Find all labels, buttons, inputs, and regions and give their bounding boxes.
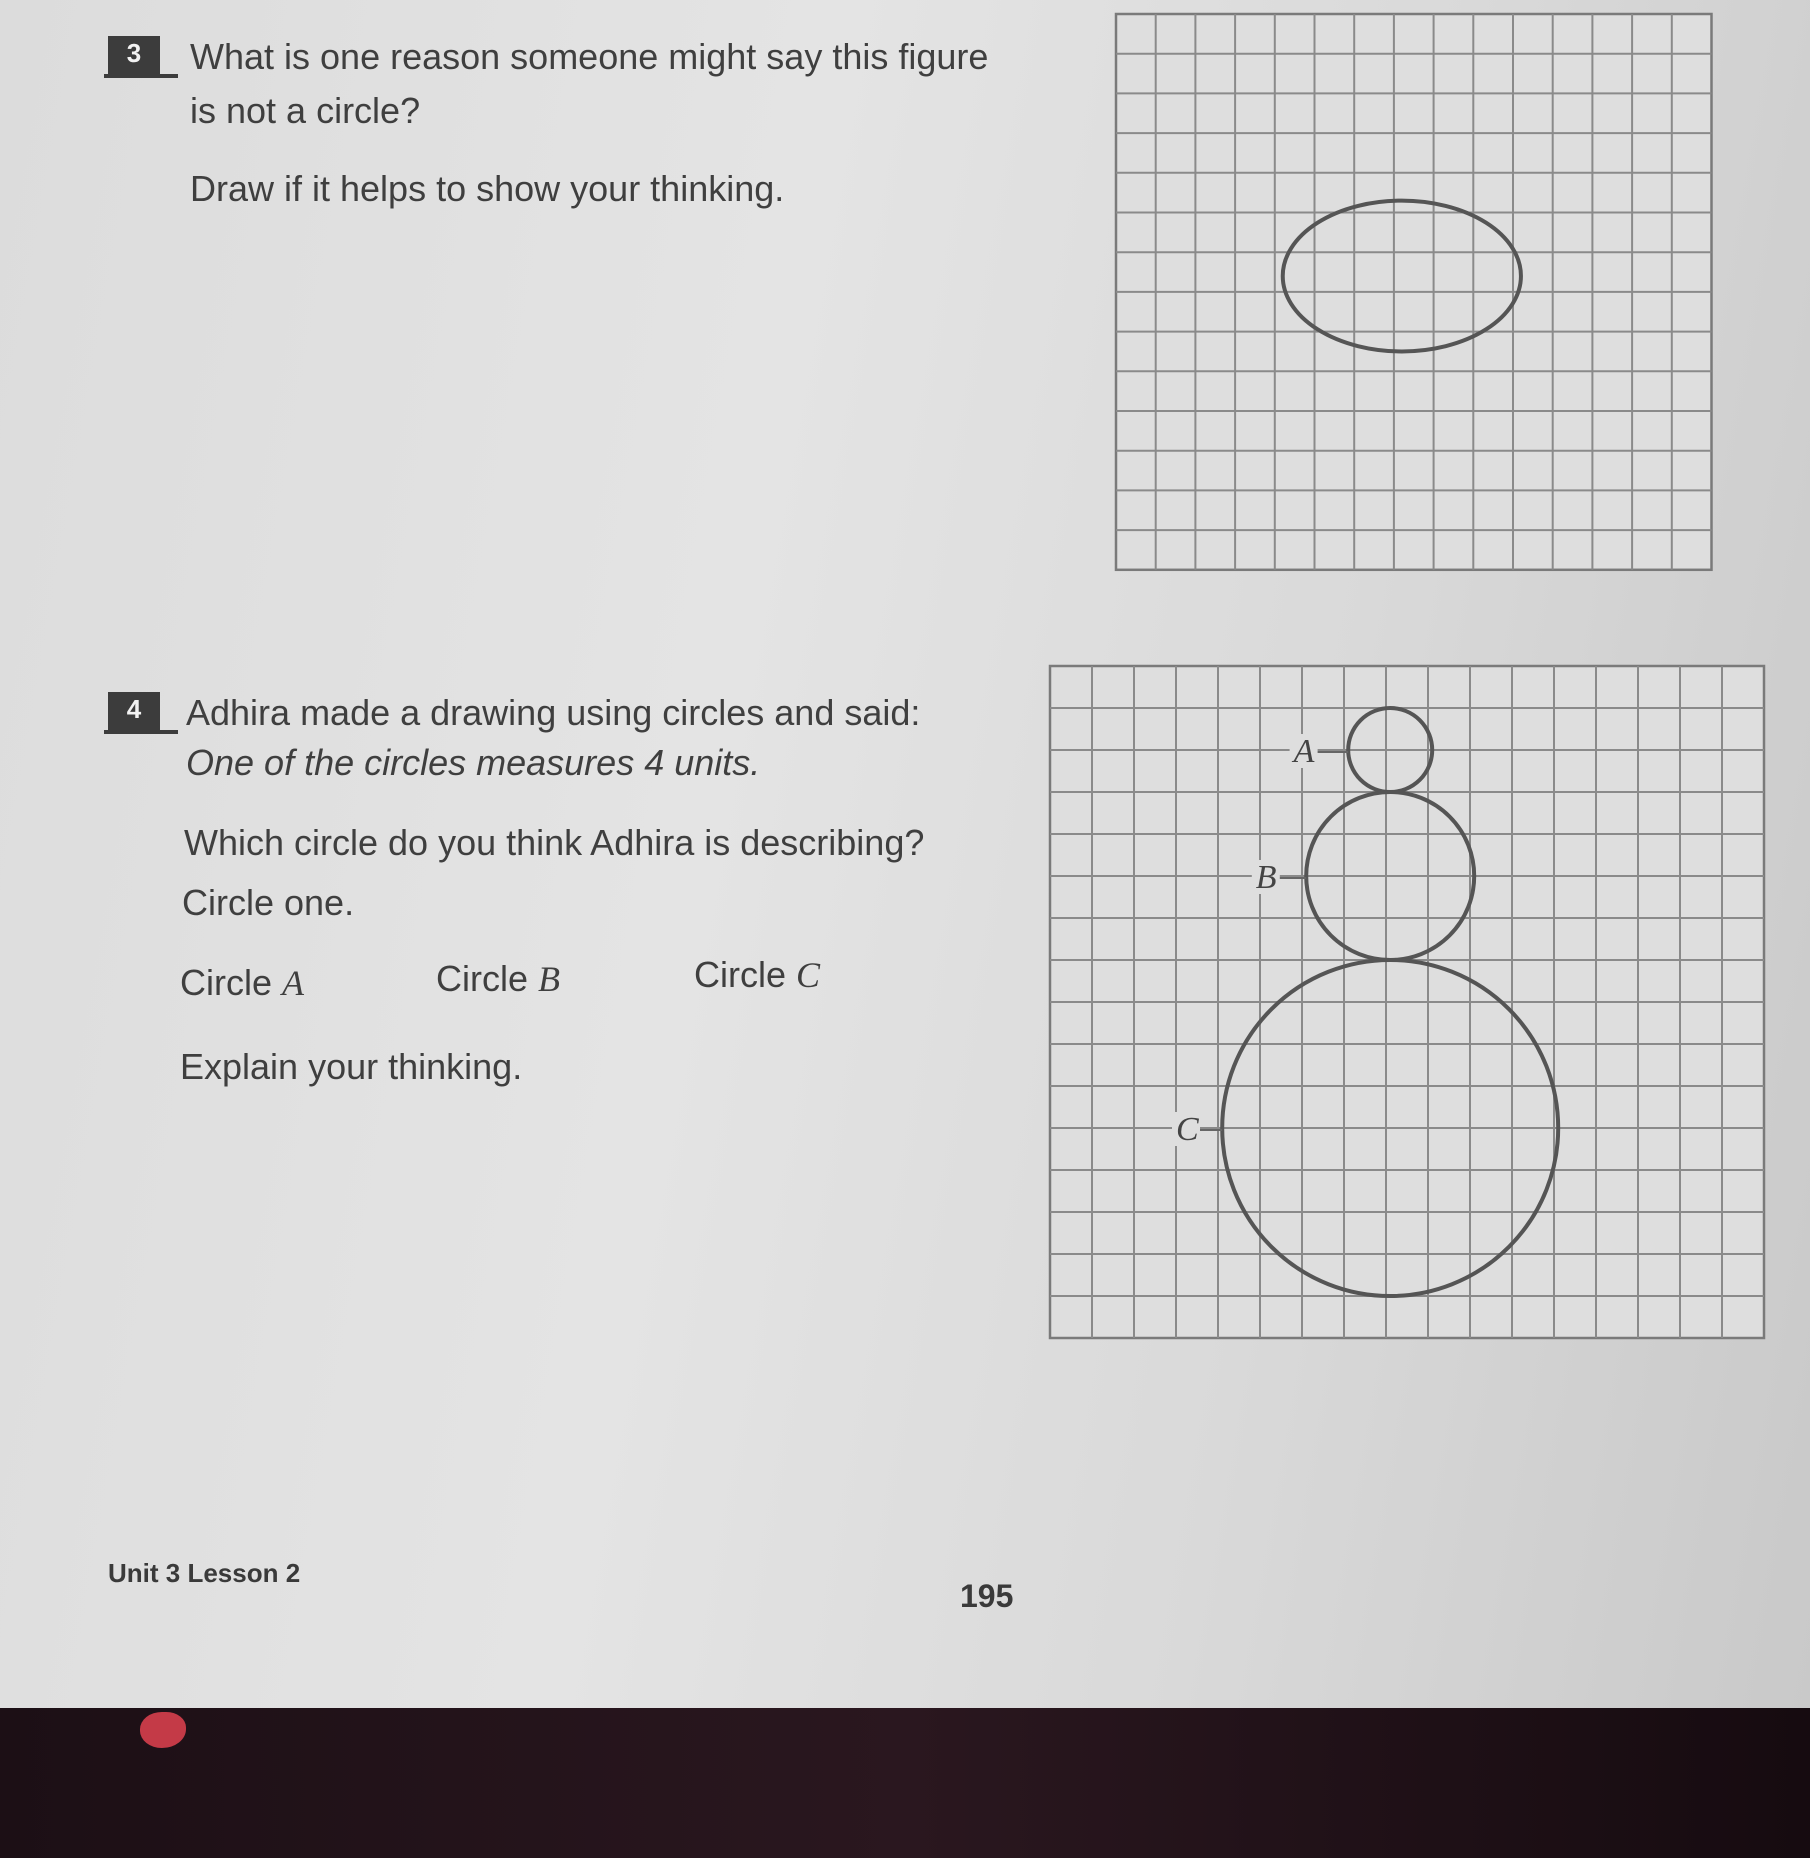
choice-circle-a[interactable] bbox=[180, 962, 304, 1004]
circle-b-label: B bbox=[1255, 859, 1277, 896]
question-3-text-line2: is not a circle? bbox=[190, 90, 421, 131]
question-4-text-line4: Circle one. bbox=[182, 882, 355, 923]
ellipse-grid-figure bbox=[1116, 14, 1712, 570]
circle-a-label: A bbox=[1293, 733, 1315, 770]
question-3-text-line1: What is one reason someone might say this figure bbox=[190, 36, 989, 77]
question-4-text-line3: Which circle do you think Adhira is describing? bbox=[184, 822, 925, 863]
snowman-circles-grid-figure bbox=[1050, 666, 1766, 1336]
page-number: 195 bbox=[960, 1578, 1014, 1614]
question-4-text-line1: Adhira made a drawing using circles and said: bbox=[186, 692, 921, 733]
circle-c-label: C bbox=[1176, 1111, 1199, 1148]
choice-word: Circle bbox=[436, 958, 529, 999]
question-3-instruction: Draw if it helps to show your thinking. bbox=[190, 168, 785, 209]
question-number-4: 4 bbox=[108, 692, 160, 730]
table-background bbox=[0, 1708, 1810, 1858]
choice-circle-b[interactable] bbox=[436, 958, 560, 1000]
question-4-quote: One of the circles measures 4 units. bbox=[186, 742, 761, 783]
footer-unit-lesson: Unit 3 Lesson 2 bbox=[108, 1558, 301, 1588]
choice-word: Circle bbox=[694, 954, 787, 995]
choice-circle-c[interactable] bbox=[694, 954, 820, 996]
choice-letter: B bbox=[538, 959, 561, 999]
choice-letter: A bbox=[282, 963, 305, 1003]
choice-letter: C bbox=[796, 955, 821, 995]
question-4-explain: Explain your thinking. bbox=[180, 1046, 523, 1087]
question-number-3: 3 bbox=[108, 36, 160, 74]
choice-word: Circle bbox=[180, 962, 273, 1003]
